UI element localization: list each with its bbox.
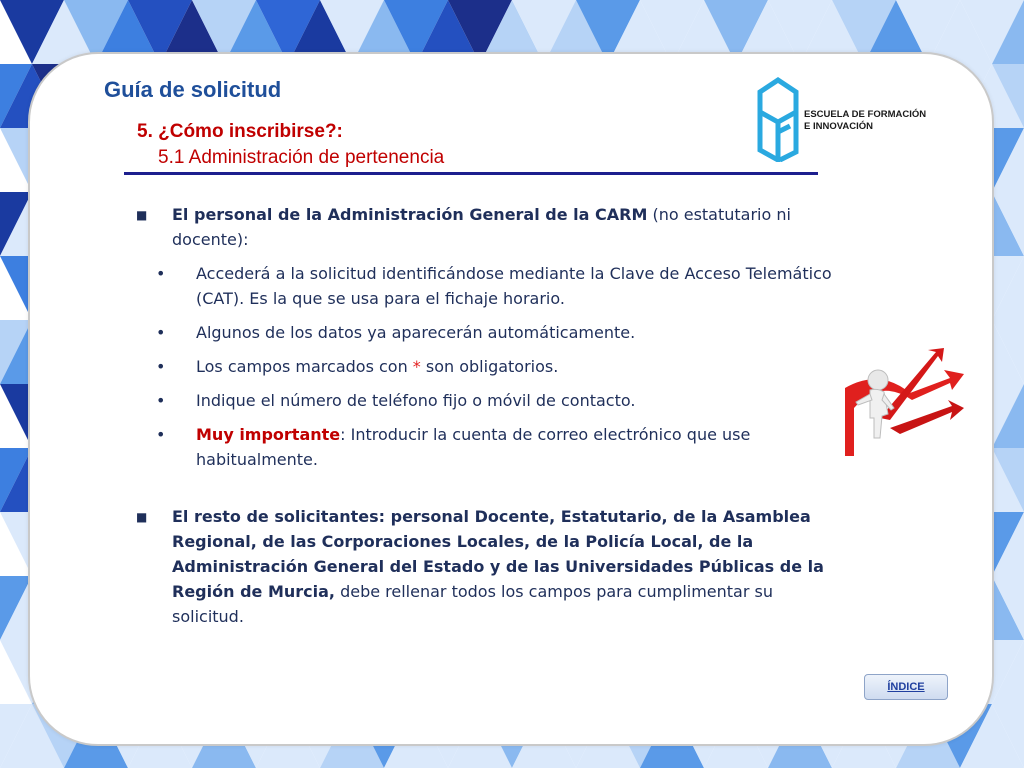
square-bullet-icon: ■: [136, 208, 148, 222]
section-subheading: 5.1 Administración de pertenencia: [158, 147, 445, 168]
logo-text: ESCUELA DE FORMACIÓN E INNOVACIÓN: [804, 109, 927, 132]
list-item: • Los campos marcados con * son obligatorios.: [134, 354, 834, 379]
dot-bullet-icon: •: [156, 391, 166, 410]
dot-bullet-icon: •: [156, 357, 166, 376]
dot-bullet-icon: •: [156, 264, 166, 283]
list-item: • Accederá a la solicitud identificándose mediante la Clave de Acceso Telemático (CAT). Es la que se usa para el fichaje horario.: [134, 261, 834, 311]
person-arrows-illustration: [840, 348, 968, 458]
square-bullet-icon: ■: [136, 510, 148, 524]
list-item: ■ El resto de solicitantes: personal Docente, Estatutario, de la Asamblea Regional, de las Corporaciones Locales, de la Policía Local, de la Administración General del Estado y de las Universidades Públicas de la Región de Murcia, debe rellenar todos los campos para cumplimentar su solicitud.: [136, 507, 824, 626]
list-item: • Algunos de los datos ya aparecerán automáticamente.: [134, 320, 834, 345]
list-item: • Muy importante: Introducir la cuenta de correo electrónico que use habitualmente.: [134, 422, 834, 472]
index-button[interactable]: ÍNDICE: [864, 674, 948, 700]
section-heading: 5. ¿Cómo inscribirse?:: [137, 121, 343, 142]
list-item: ■ El personal de la Administración General de la CARM (no estatutario ni docente):: [136, 205, 791, 249]
dot-bullet-icon: •: [156, 323, 166, 342]
page-title: Guía de solicitud: [104, 77, 282, 102]
dot-bullet-icon: •: [156, 425, 166, 444]
list-item: • Indique el número de teléfono fijo o móvil de contacto.: [134, 388, 834, 413]
title-divider: [124, 172, 818, 175]
content-body: [134, 202, 834, 629]
